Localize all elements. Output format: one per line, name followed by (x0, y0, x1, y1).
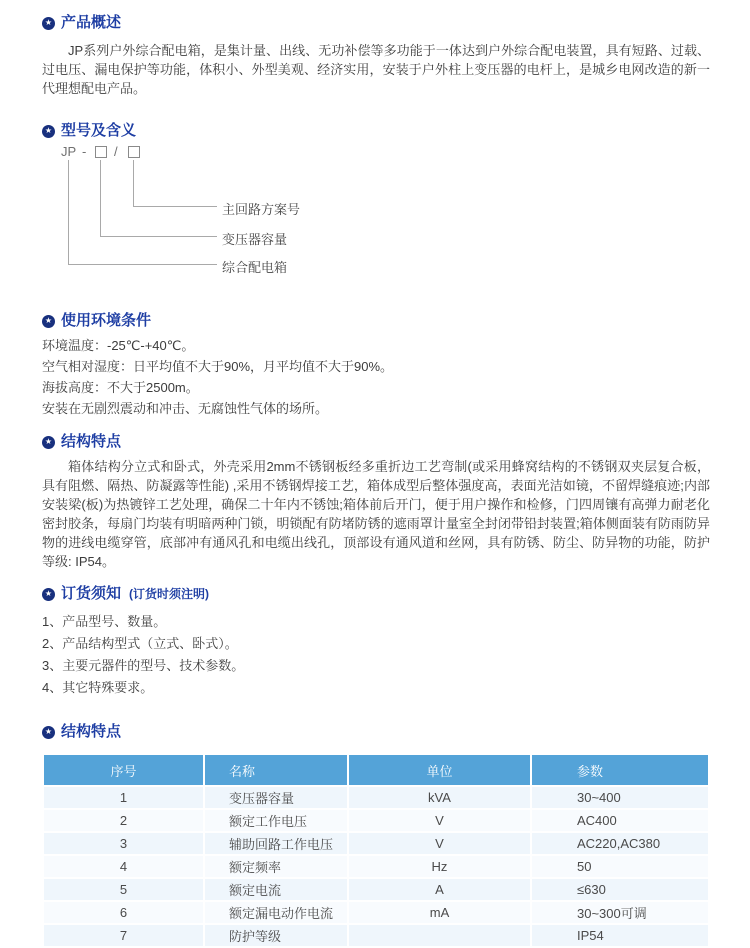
star-glyph: ★ (44, 589, 53, 598)
environment-condition-line: 安装在无剧烈震动和冲击、无腐蚀性气体的场所。 (42, 401, 329, 416)
cell-parameter: ≤630 (532, 879, 708, 900)
section-title-text: 使用环境条件 (61, 312, 152, 329)
section-ordering-notes (42, 585, 710, 699)
environment-condition-line: 环境温度：-25℃-+40℃。 (42, 338, 195, 353)
section-heading-overview (42, 14, 710, 32)
cell-name: 额定频率 (205, 856, 347, 877)
cell-parameter: 30~300可调 (532, 902, 708, 923)
cell-unit: Hz (349, 856, 530, 877)
star-glyph: ★ (44, 437, 53, 446)
cell-index: 4 (44, 856, 203, 877)
cell-name: 防护等级 (205, 925, 347, 946)
star-circle-bullet-icon (42, 436, 55, 449)
table-row (44, 810, 708, 831)
model-label-transformer-capacity: 变压器容量 (222, 232, 288, 247)
section-structure-features (42, 433, 710, 571)
star-glyph: ★ (44, 727, 53, 736)
section-heading-ordering (42, 585, 710, 603)
environment-condition-line: 海拔高度：不大于2500m。 (42, 380, 199, 395)
section-title-text: 结构特点 (61, 723, 122, 740)
cell-name: 额定漏电动作电流 (205, 902, 347, 923)
ordering-item: 2、产品结构型式（立式、卧式）。 (42, 636, 238, 651)
star-glyph: ★ (44, 126, 53, 135)
environment-conditions-list (42, 335, 710, 419)
star-glyph: ★ (44, 316, 53, 325)
star-glyph: ★ (44, 18, 53, 27)
cell-unit: A (349, 879, 530, 900)
cell-unit: mA (349, 902, 530, 923)
ordering-item: 3、主要元器件的型号、技术参数。 (42, 658, 245, 673)
table-row (44, 925, 708, 946)
column-header-index: 序号 (44, 755, 203, 785)
model-label-main-circuit: 主回路方案号 (222, 202, 301, 217)
cell-parameter: AC220,AC380 (532, 833, 708, 854)
diagram-connector-line (133, 160, 134, 206)
table-row (44, 902, 708, 923)
model-dash: - (82, 144, 87, 159)
model-placeholder-box-1 (95, 146, 107, 158)
table-row (44, 833, 708, 854)
ordering-item: 4、其它特殊要求。 (42, 680, 154, 695)
spec-table (42, 753, 710, 948)
section-spec-table (42, 723, 710, 948)
environment-condition-line: 空气相对湿度：日平均值不大于90%，月平均值不大于90%。 (42, 359, 394, 374)
spec-table-body (44, 787, 708, 946)
table-row (44, 879, 708, 900)
ordering-note: (订货时须注明) (129, 587, 210, 601)
cell-unit: V (349, 833, 530, 854)
cell-parameter: IP54 (532, 925, 708, 946)
model-label-distribution-box: 综合配电箱 (222, 260, 288, 275)
spec-table-header (44, 755, 708, 785)
section-model-meaning (42, 122, 710, 280)
section-heading-environment (42, 312, 710, 330)
table-row (44, 856, 708, 877)
cell-name: 辅助回路工作电压 (205, 833, 347, 854)
cell-name: 变压器容量 (205, 787, 347, 808)
section-environment (42, 312, 710, 419)
cell-unit: kVA (349, 787, 530, 808)
diagram-connector-line (133, 206, 217, 207)
cell-index: 1 (44, 787, 203, 808)
model-placeholder-box-2 (128, 146, 140, 158)
section-heading-specs (42, 723, 710, 741)
star-circle-bullet-icon (42, 17, 55, 30)
diagram-connector-line (68, 264, 217, 265)
model-number-diagram (42, 140, 710, 280)
cell-name: 额定工作电压 (205, 810, 347, 831)
star-circle-bullet-icon (42, 726, 55, 739)
model-prefix: JP (61, 144, 77, 159)
column-header-name: 名称 (205, 755, 347, 785)
model-slash: / (114, 144, 118, 159)
diagram-connector-line (100, 236, 217, 237)
column-header-unit: 单位 (349, 755, 530, 785)
star-circle-bullet-icon (42, 125, 55, 138)
column-header-parameter: 参数 (532, 755, 708, 785)
diagram-connector-line (68, 160, 69, 264)
overview-paragraph: JP系列户外综合配电箱，是集计量、出线、无功补偿等多功能于一体达到户外综合配电装置，具有短路、过载、过电压、漏电保护等功能，体积小、外型美观、经济实用，安装于户外柱上变压器的电杆上，是城乡电网改造的新一代理想配电产品。 (42, 43, 710, 96)
cell-parameter: 50 (532, 856, 708, 877)
diagram-connector-line (100, 160, 101, 236)
structure-paragraph: 箱体结构分立式和卧式，外壳采用2mm不锈钢板经多重折边工艺弯制(或采用蜂窝结构的不锈钢双夹层复合板，具有阻燃、隔热、防凝露等性能) ,采用不锈钢焊接工艺，箱体成型后整体强度高，表面光洁如镜，不留焊缝痕迹;内部安装梁(板)为热镀锌工艺处理，确保二十年内不锈蚀;箱体前后开门，便于用户操作和检修，门四周镶有高弹力耐老化密封胶条，每扇门均装有明暗两种门锁，明锁配有防堵防锈的遮雨罩计量室全封闭带铅封装置;箱体侧面装有防雨防异物的进线电缆穿管，底部冲有通风孔和电缆出线孔，顶部设有通风道和丝网，具有防锈、防尘、防异物的功能，防护等级: IP54。 (42, 459, 710, 569)
section-heading-model (42, 122, 710, 140)
table-row (44, 787, 708, 808)
section-title-text: 型号及含义 (61, 122, 137, 139)
cell-unit (349, 925, 530, 946)
ordering-items-list (42, 611, 710, 699)
cell-parameter: 30~400 (532, 787, 708, 808)
cell-index: 3 (44, 833, 203, 854)
cell-parameter: AC400 (532, 810, 708, 831)
cell-index: 6 (44, 902, 203, 923)
section-title-text: 结构特点 (61, 433, 122, 450)
star-circle-bullet-icon (42, 588, 55, 601)
cell-index: 5 (44, 879, 203, 900)
cell-name: 额定电流 (205, 879, 347, 900)
section-title-text: 产品概述 (61, 14, 122, 31)
section-product-overview (42, 14, 710, 98)
star-circle-bullet-icon (42, 315, 55, 328)
ordering-item: 1、产品型号、数量。 (42, 614, 167, 629)
cell-unit: V (349, 810, 530, 831)
section-title-text: 订货须知 (61, 585, 122, 602)
section-heading-structure (42, 433, 710, 451)
cell-index: 2 (44, 810, 203, 831)
cell-index: 7 (44, 925, 203, 946)
